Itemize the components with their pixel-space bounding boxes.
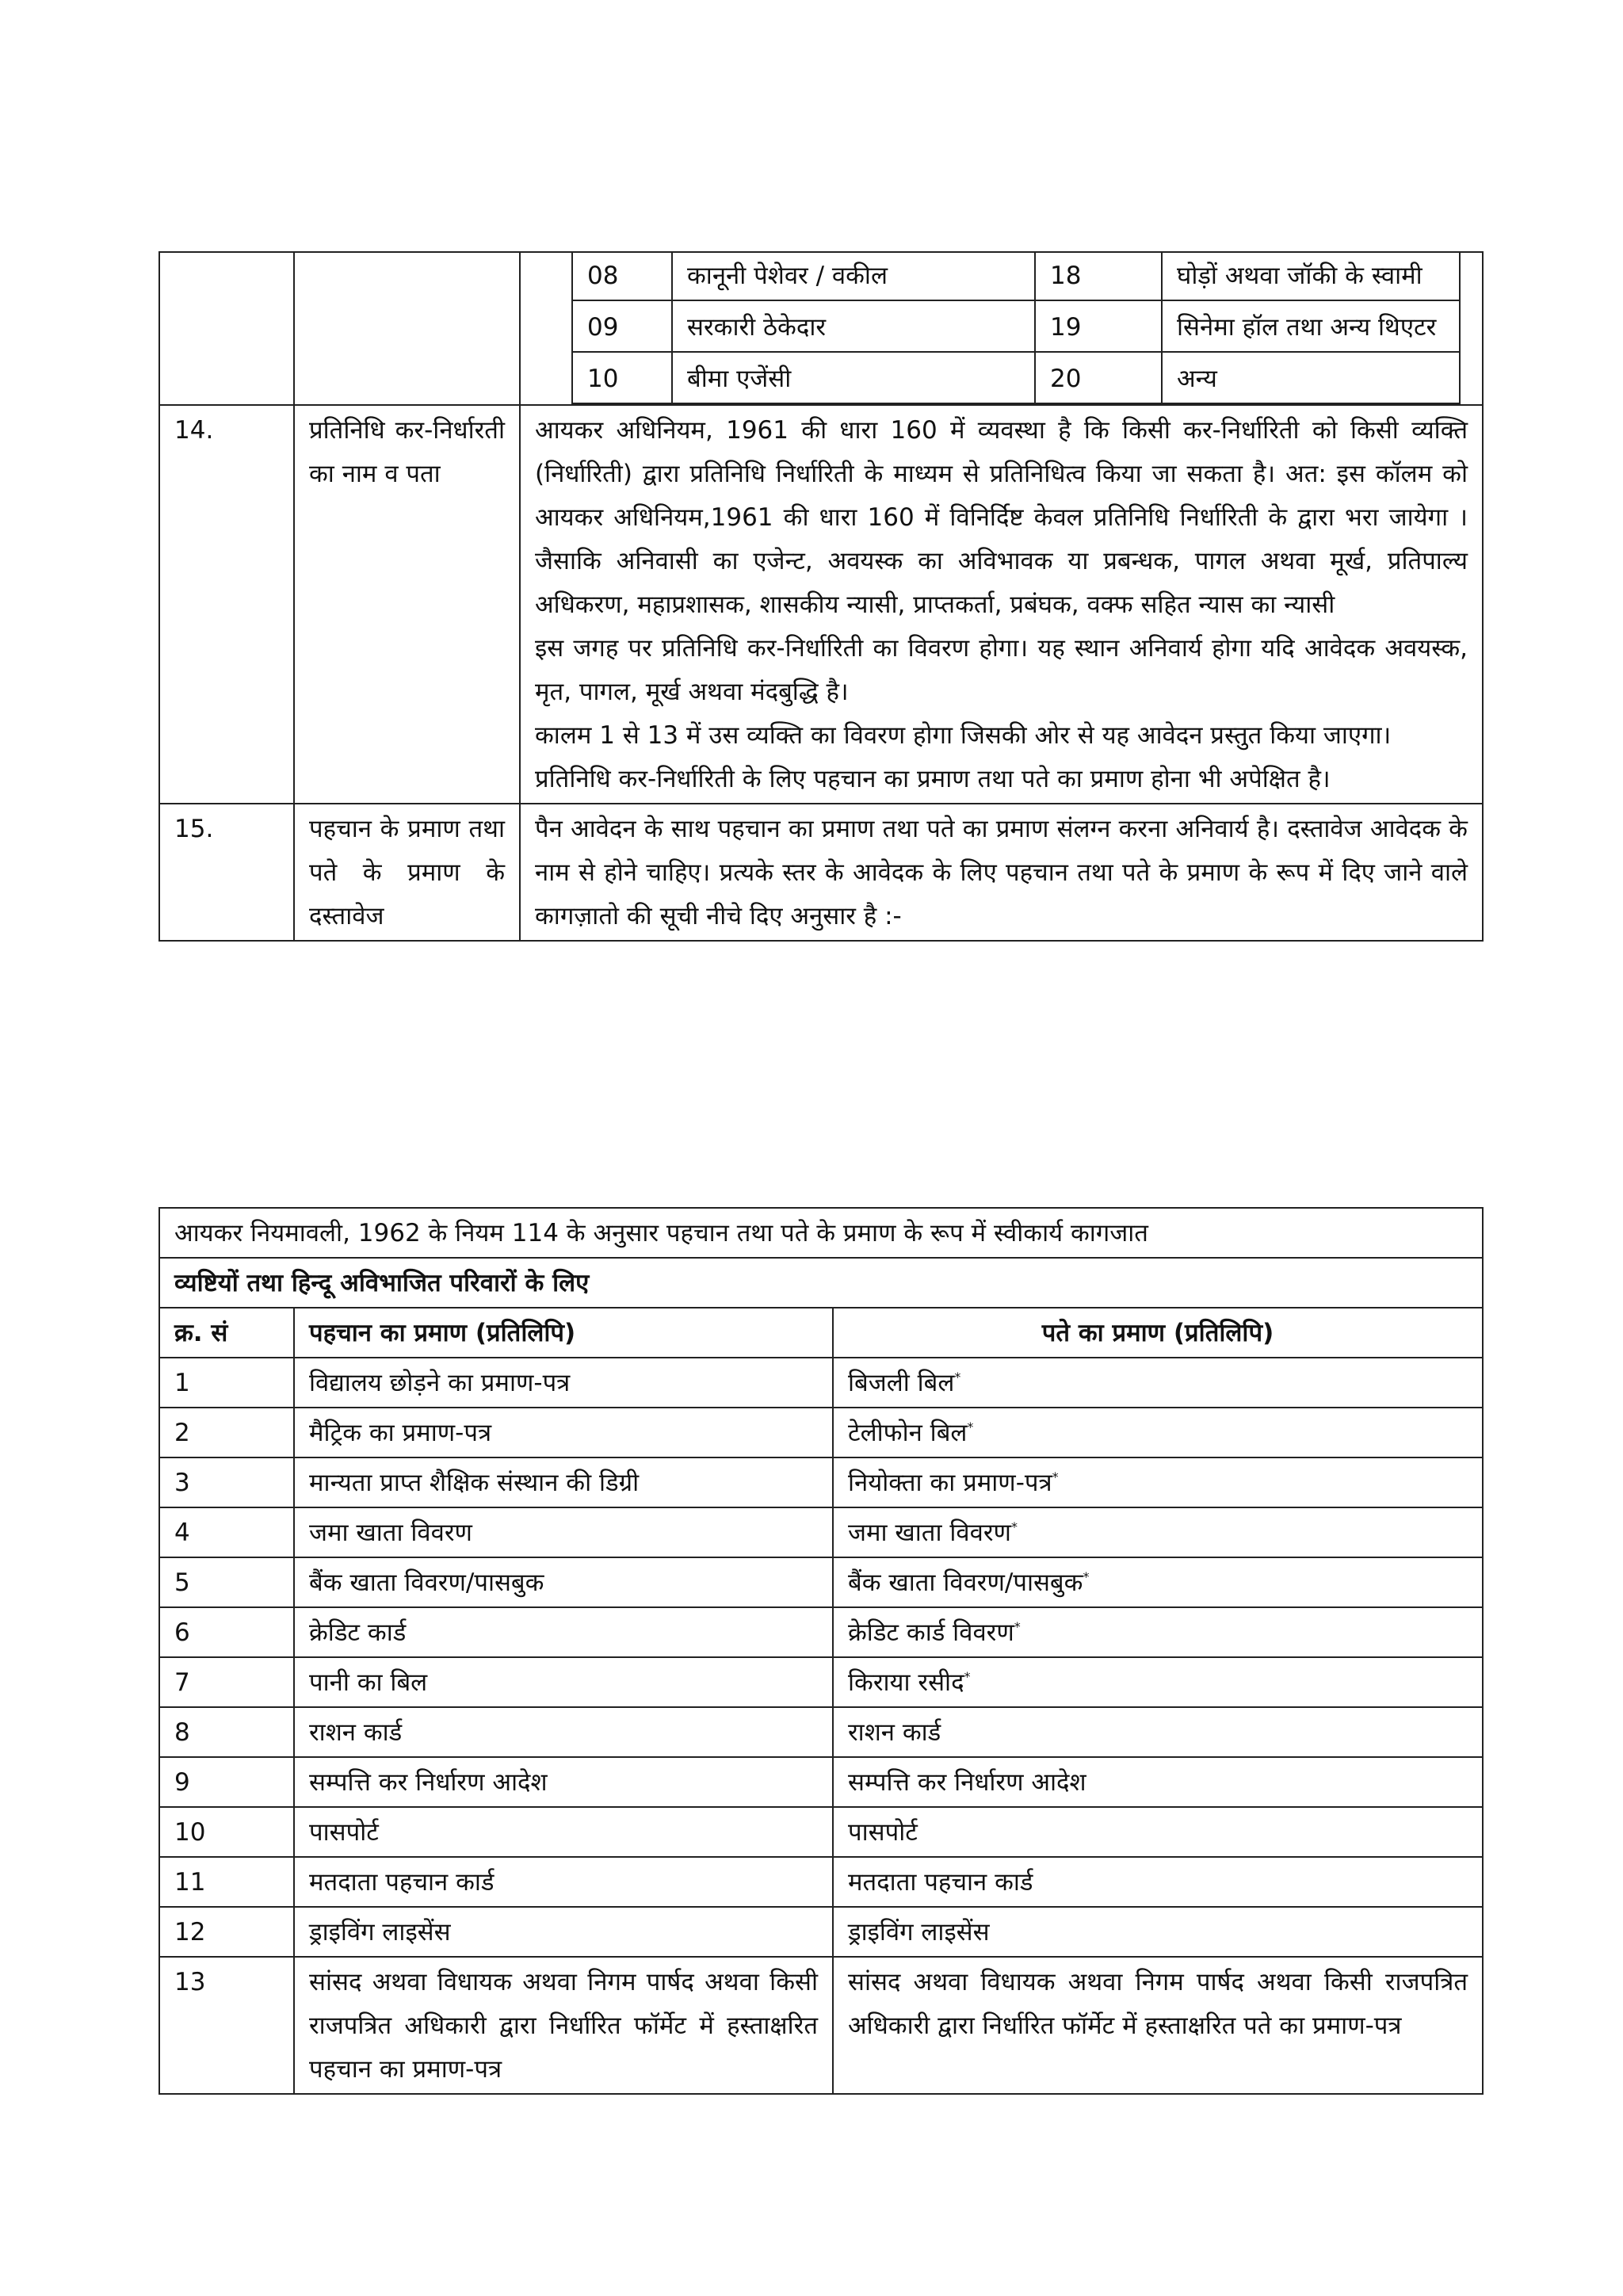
address-proof-cell xyxy=(833,1457,1483,1507)
identity-proof: जमा खाता विवरण xyxy=(294,1507,833,1557)
identity-proof: सम्पत्ति कर निर्धारण आदेश xyxy=(294,1757,833,1807)
serial-number: 7 xyxy=(159,1657,294,1707)
row-15 xyxy=(159,804,1483,941)
occupation-code-row xyxy=(572,300,1460,352)
address-proof: बैंक खाता विवरण/पासबुक xyxy=(848,1568,1083,1597)
row-title: पहचान के प्रमाण तथा पते के प्रमाण के दस्तावेज xyxy=(294,804,520,941)
serial-number: 12 xyxy=(159,1907,294,1957)
occupation-code: 09 xyxy=(572,300,672,352)
occupation-code-table xyxy=(571,252,1461,404)
footnote-mark: * xyxy=(967,1419,974,1435)
paragraph: आयकर अधिनियम, 1961 की धारा 160 में व्यवस्था है कि किसी कर-निर्धारिती को किसी व्यक्ति (निर्धारिती) द्वारा प्रतिनिधि निर्धारिती के माध्यम से प्रतिनिधित्व किया जा सकता है। अत: इस कॉलम को आयकर अधिनियम,1961 की धारा 160 में विनिर्दिष्ट केवल प्रतिनिधि निर्धारिती के द्वारा भरा जायेगा । जैसाकि अनिवासी का एजेन्ट, अवयस्क का अविभावक या प्रबन्धक, पागल अथवा मूर्ख, प्रतिपाल्य अधिकरण, महाप्रशासक, शासकीय न्यासी, प्राप्तकर्ता, प्रबंघक, वक्फ सहित न्यास का न्यासी xyxy=(535,416,1468,619)
address-proof: किराया रसीद xyxy=(848,1668,964,1697)
identity-proof: राशन कार्ड xyxy=(294,1707,833,1757)
address-proof-cell xyxy=(833,1408,1483,1457)
identity-proof: विद्यालय छोड़ने का प्रमाण-पत्र xyxy=(294,1358,833,1408)
serial-number: 3 xyxy=(159,1457,294,1507)
table-row xyxy=(159,1857,1483,1907)
empty-cell xyxy=(159,252,294,405)
table-row xyxy=(159,1507,1483,1557)
empty-cell xyxy=(294,252,520,405)
occupation-code: 18 xyxy=(1035,252,1162,300)
column-header-row xyxy=(159,1308,1483,1358)
row-14 xyxy=(159,405,1483,804)
documents-body xyxy=(159,1358,1483,2094)
occupation-label: अन्य xyxy=(1162,352,1460,403)
paragraph: प्रतिनिधि कर-निर्धारिती के लिए पहचान का प्रमाण तथा पते का प्रमाण होना भी अपेक्षित है। xyxy=(535,765,1331,793)
address-proof: क्रेडिट कार्ड विवरण xyxy=(848,1618,1014,1647)
category-heading: व्यष्टियों तथा हिन्दू अविभाजित परिवारों के लिए xyxy=(159,1258,1483,1308)
row-title: प्रतिनिधि कर-निर्धारती का नाम व पता xyxy=(294,405,520,804)
serial-number: 6 xyxy=(159,1607,294,1657)
address-proof-cell xyxy=(833,1707,1483,1757)
occupation-label: सिनेमा हॉल तथा अन्य थिएटर xyxy=(1162,300,1460,352)
occupation-code: 20 xyxy=(1035,352,1162,403)
address-proof-cell xyxy=(833,1957,1483,2094)
table-row xyxy=(159,1957,1483,2094)
column-header-sn: क्र. सं xyxy=(159,1308,294,1358)
address-proof-cell xyxy=(833,1557,1483,1607)
occupation-cell xyxy=(520,252,1483,405)
occupation-label: बीमा एजेंसी xyxy=(672,352,1035,403)
serial-number: 13 xyxy=(159,1957,294,2094)
footnote-mark: * xyxy=(1083,1569,1090,1584)
occupation-code: 10 xyxy=(572,352,672,403)
identity-proof: पानी का बिल xyxy=(294,1657,833,1707)
address-proof: सम्पत्ति कर निर्धारण आदेश xyxy=(848,1768,1086,1797)
occupation-code-row xyxy=(572,252,1460,300)
serial-number: 4 xyxy=(159,1507,294,1557)
identity-proof: ड्राइविंग लाइसेंस xyxy=(294,1907,833,1957)
row-number: 15. xyxy=(159,804,294,941)
address-proof-cell xyxy=(833,1607,1483,1657)
address-proof: जमा खाता विवरण xyxy=(848,1519,1011,1547)
table-row xyxy=(159,1757,1483,1807)
serial-number: 11 xyxy=(159,1857,294,1907)
footnote-mark: * xyxy=(1052,1469,1059,1484)
footnote-mark: * xyxy=(1010,1519,1018,1534)
identity-proof: सांसद अथवा विधायक अथवा निगम पार्षद अथवा किसी राजपत्रित अधिकारी द्वारा निर्धारित फॉर्मेट में हस्ताक्षरित पहचान का प्रमाण-पत्र xyxy=(294,1957,833,2094)
paragraph: कालम 1 से 13 में उस व्यक्ति का विवरण होगा जिसकी ओर से यह आवेदन प्रस्तुत किया जाएगा। xyxy=(535,721,1392,750)
row-description: पैन आवेदन के साथ पहचान का प्रमाण तथा पते का प्रमाण संलग्न करना अनिवार्य है। दस्तावेज आवेदक के नाम से होने चाहिए। प्रत्यके स्तर के आवेदक के लिए पहचान तथा पते के प्रमाण के रूप में दिए जाने वाले कागज़ातो की सूची नीचे दिए अनुसार है :- xyxy=(520,804,1483,941)
rule-heading: आयकर नियमावली, 1962 के नियम 114 के अनुसार पहचान तथा पते के प्रमाण के रूप में स्वीकार्य कागजात xyxy=(159,1208,1483,1258)
rule-heading-row xyxy=(159,1208,1483,1258)
occupation-row xyxy=(159,252,1483,405)
footnote-mark: * xyxy=(954,1370,961,1385)
occupation-code-row xyxy=(572,352,1460,403)
serial-number: 1 xyxy=(159,1358,294,1408)
occupation-label: घोड़ों अथवा जॉकी के स्वामी xyxy=(1162,252,1460,300)
address-proof-cell xyxy=(833,1757,1483,1807)
main-form-table xyxy=(158,251,1484,942)
occupation-label: सरकारी ठेकेदार xyxy=(672,300,1035,352)
address-proof: राशन कार्ड xyxy=(848,1718,941,1747)
table-row xyxy=(159,1607,1483,1657)
serial-number: 8 xyxy=(159,1707,294,1757)
identity-proof: मैट्रिक का प्रमाण-पत्र xyxy=(294,1408,833,1457)
address-proof: टेलीफोन बिल xyxy=(848,1419,968,1447)
row-number: 14. xyxy=(159,405,294,804)
table-row xyxy=(159,1907,1483,1957)
address-proof: पासपोर्ट xyxy=(848,1818,918,1847)
paragraph: इस जगह पर प्रतिनिधि कर-निर्धारिती का विवरण होगा। यह स्थान अनिवार्य होगा यदि आवेदक अवयस्क, मृत, पागल, मूर्ख अथवा मंदबुद्धि है। xyxy=(535,634,1468,706)
address-proof: नियोक्ता का प्रमाण-पत्र xyxy=(848,1469,1052,1497)
address-proof: ड्राइविंग लाइसेंस xyxy=(848,1918,990,1946)
serial-number: 5 xyxy=(159,1557,294,1607)
table-row xyxy=(159,1457,1483,1507)
identity-proof: मान्यता प्राप्त शैक्षिक संस्थान की डिग्री xyxy=(294,1457,833,1507)
occupation-code: 19 xyxy=(1035,300,1162,352)
footnote-mark: * xyxy=(1014,1619,1021,1634)
table-row xyxy=(159,1557,1483,1607)
identity-proof: मतदाता पहचान कार्ड xyxy=(294,1857,833,1907)
serial-number: 10 xyxy=(159,1807,294,1857)
address-proof: मतदाता पहचान कार्ड xyxy=(848,1868,1033,1897)
table-row xyxy=(159,1707,1483,1757)
address-proof-cell xyxy=(833,1358,1483,1408)
identity-proof: क्रेडिट कार्ड xyxy=(294,1607,833,1657)
documents-table xyxy=(158,1207,1484,2095)
identity-proof: पासपोर्ट xyxy=(294,1807,833,1857)
occupation-code: 08 xyxy=(572,252,672,300)
category-heading-row xyxy=(159,1258,1483,1308)
column-header-identity: पहचान का प्रमाण (प्रतिलिपि) xyxy=(294,1308,833,1358)
address-proof-cell xyxy=(833,1807,1483,1857)
serial-number: 9 xyxy=(159,1757,294,1807)
row-description xyxy=(520,405,1483,804)
table-row xyxy=(159,1408,1483,1457)
footnote-mark: * xyxy=(964,1669,971,1684)
occupation-label: कानूनी पेशेवर / वकील xyxy=(672,252,1035,300)
address-proof-cell xyxy=(833,1857,1483,1907)
address-proof: बिजली बिल xyxy=(848,1369,955,1397)
identity-proof: बैंक खाता विवरण/पासबुक xyxy=(294,1557,833,1607)
column-header-address: पते का प्रमाण (प्रतिलिपि) xyxy=(833,1308,1483,1358)
serial-number: 2 xyxy=(159,1408,294,1457)
table-row xyxy=(159,1807,1483,1857)
address-proof: सांसद अथवा विधायक अथवा निगम पार्षद अथवा किसी राजपत्रित अधिकारी द्वारा निर्धारित फॉर्मेट में हस्ताक्षरित पते का प्रमाण-पत्र xyxy=(848,1968,1468,2040)
table-row xyxy=(159,1358,1483,1408)
address-proof-cell xyxy=(833,1657,1483,1707)
table-row xyxy=(159,1657,1483,1707)
address-proof-cell xyxy=(833,1907,1483,1957)
address-proof-cell xyxy=(833,1507,1483,1557)
